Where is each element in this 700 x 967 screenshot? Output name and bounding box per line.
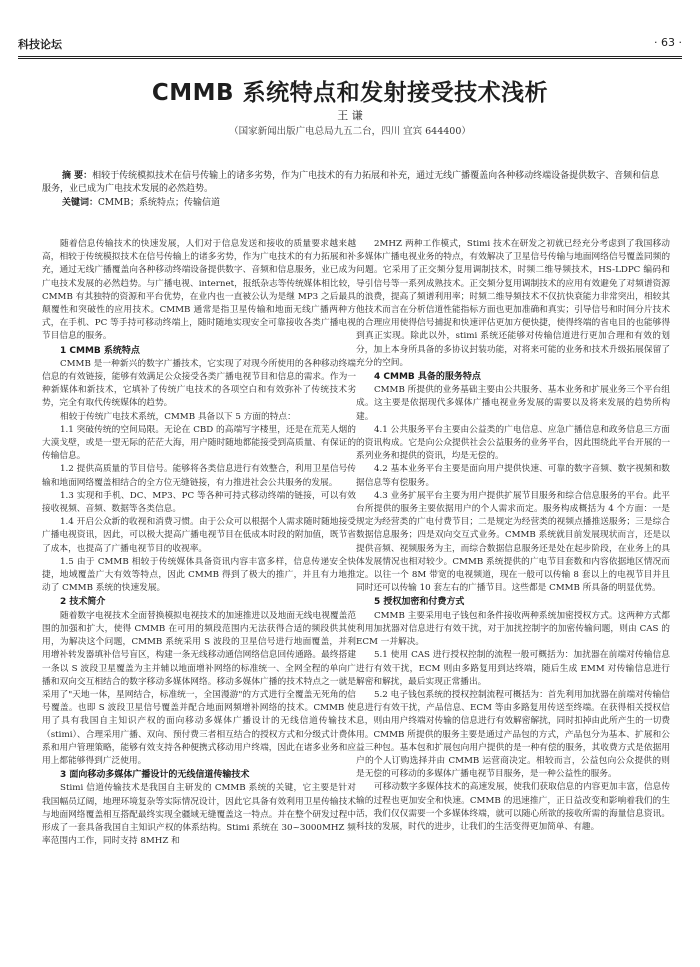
body-paragraph: CMMB 所提供的业务基础主要由公共服务、基本业务和扩展业务三个平台组成。这主要是依据现代多媒体广播电视业务发展的需要以及将来发展的趋势所构建。	[356, 385, 670, 422]
section-heading: 5 授权加密和付费方式	[374, 597, 465, 608]
body-paragraph: 4.1 公共服务平台主要由公益类的广电信息、应急广播信息和政务信息三方面的资讯构成。它是向公众提供社会公益服务的业务平台，因此围绕此平台开展的一系列业务和提供的资讯，均是无偿的。	[356, 424, 670, 462]
body-paragraph: 1.2 提供高质量的节目信号。能够将各类信息进行有效整合，利用卫星信号传输和地面网络覆盖相结合的全方位无缝链接，有力推进社会公共服务的发展。	[42, 464, 356, 488]
abstract-text: 相较于传统模拟技术在信号传输上的诸多劣势，作为广电技术的有力拓展和补充，通过无线广播覆盖向各种移动终端设备提供数字、音频和信息服务，业已成为广电技术发展的必然趋势。	[42, 171, 660, 194]
body-paragraph: 1.5 由于 CMMB 相较于传统媒体具备资讯内容丰富多样，信息传递安全快捷，地域覆盖广大有效等特点，因此 CMMB 得到了极大的推广，并且有力地推动了 CMMB 系统的快速发展。	[42, 556, 356, 594]
body-column-left	[42, 238, 356, 956]
body-paragraph: 2MHZ 两种工作模式，Stimi 技术在研发之初就已经充分考虑到了我国移动多媒体广播电视业务的特点，有效解决了卫星信号传输与地面网络信号覆盖同频的问题。它采用了正交频分复用调制技术，时频二维导频技术，HS-LDPC 编码和导引信号等一系列成熟技术。正交频分复用调制技术的应用有效避免了对频谱资源的浪费，提高了频谱利用率；时频二维导频技术不仅抗快衰能力非常突出，相较其他技术而言在分析信道性能指标方面也更加准确和真实；引导信号和时间分片技术的合理应用使得信号捕捉和快速评估更加方便快捷，使得终端的省电目的也能够得到真正实现。除此以外，stimi 系统还能够对传输信道进行更加合理和有效的划分，加上本身所具备的多协议封装功能，对将来可能的业务和技术升级拓展保留了充分的空间。	[356, 239, 670, 368]
body-paragraph: 可移动数字多媒体技术的高速发展，使我们获取信息的内容更加丰富，信息传输的过程也更加安全和快速。CMMB 的迅速推广，正日益改变和影响着我们的生活，我们仅仅需要一个多媒体终端，就可以随心所欲的接收所需的海量信息资讯。科技的发展，时代的进步，让我们的生活变得更加简单、有趣。	[356, 782, 670, 832]
body-paragraph: 4.2 基本业务平台主要是面向用户提供快速、可靠的数字音频、数字视频和数据信息等有偿服务。	[356, 464, 670, 488]
body-paragraph: 5.2 电子钱包系统的授权控制流程可概括为：首先利用加扰器在前端对传输信息进行有效干扰，产品信息、ECM 等由多路复用传送至终端。在获得相关授权信息，则由用户终端对传输的信息进行有效解密解扰，同时扣掉由此所产生的一切费用。CMMB 所提供的服务主要是通过产品包的方式，产品包分为基本、扩展和公益三种包。基本包和扩展包向用户提供的是一种有偿的服务，其收费方式是依据用户的个人订购选择并由 CMMB 运营商决定。相较而言，公益包向公众提供的则是无偿的可移动的多媒体广播电视节目服务，是一种公益性的服务。	[356, 689, 670, 780]
body-column-right	[356, 238, 670, 956]
keywords	[62, 197, 662, 210]
abstract-label: 摘 要：	[62, 171, 93, 181]
body-paragraph: 随着数字电视技术全面替换模拟电视技术的加速推进以及地面无线电视覆盖范围的加强和扩大，使得 CMMB 在可用的频段范围内无法获得合适的频段供其使用，为解决这个问题，CMMB 系统采用 S 波段的卫星信号进行地面覆盖，并利用增补转发器填补信号盲区，构建一条无线移动通信网络信息回传通路。最终搭建一条以 S 波段卫星覆盖为主并辅以地面增补网络的标准统一、全网全程的单向广播和双向交互相结合的数字移动多媒体网络。移动多媒体广播的技术特点之一就是采用了"天地一体，星网结合，标准统一，全国漫游"的方式进行全覆盖无死角的信号覆盖。也即 S 波段卫星信号覆盖并配合地面网频增补网络的技术。CMMB 使用了具有我国自主知识产权的面向移动多媒体广播设计的无线信道传输技术（stimi）、合理采用广播、双向、预付费三者相互结合的授权方式和分级式计费体系和用户管理策略，能够有效支持各种便携式移动用户终端，因此在诸多业务和应用上都能够得到广泛使用。	[42, 610, 356, 766]
body-paragraph: 1.3 实现和手机、DC、MP3、PC 等各种可持式移动终端的链接，可以有效接收视频、音频、数据等各类信息。	[42, 490, 356, 515]
section-heading: 1 CMMB 系统特点	[60, 345, 140, 356]
page-number: · 63 ·	[654, 36, 682, 49]
body-paragraph: 相较于传统广电技术系统，CMMB 具备以下 5 方面的特点：	[60, 411, 296, 422]
author-affiliation: （国家新闻出版广电总局九五二台，四川 宜宾 644400）	[229, 126, 471, 137]
section-heading: 4 CMMB 具备的服务特点	[374, 372, 481, 383]
running-header	[18, 36, 682, 56]
body-paragraph: 4.3 业务扩展平台主要为用户提供扩展节目服务和综合信息服务的平台。此平台所提供的服务主要依据用户的个人需求而定。服务构成概括为 4 个方面：一是规定为经营类的广电付费节目；二是规定为经营类的视频点播推送服务；三是综合数据信息服务；四是双向交互式业务。CMMB 系统就目前发展现状而言，还是以提供音频、视频服务为主，而综合数据信息服务还是处在起步阶段，在业务上的具体发展情况也相对较少。CMMB 系统提供的广电节目套数和内容依据地区情况而定。以往一个 8M 带宽的电视频道，现在一般可以传输 8 套以上的电视节目并且同时还可以传输 10 套左右的广播节目。这些都是 CMMB 所具备的明显优势。	[356, 490, 670, 594]
section-heading: 2 技术简介	[60, 597, 106, 608]
author-name: 王 谦	[337, 109, 363, 122]
header-rule-thin	[18, 58, 682, 59]
body-paragraph: 随着信息传输技术的快速发展，人们对于信息发送和接收的质量要求越来越高，相较于传统模拟技术在信号传输上的诸多劣势，作为广电技术的有力拓展和补充，通过无线广播覆盖向各种移动终端设备提供数字、音频和信息服务，业已成为广电技术发展的必然趋势。与广播电视、internet，报纸杂志等传统媒体相比较，CMMB 有其独特的资源和平台优势，在业内也一直被公认为是继 MP3 之后最具颠覆性和突破性的应用技术。CMMB 通常是指卫星传输和地面无线广播两种方式，在手机、PC 等手持可移动终端上，随时随地实现安全可靠接收各类广播电视节目信息的服务。	[42, 239, 356, 342]
body-paragraph: 1.1 突破传统的空间局限。无论在 CBD 的高端写字楼里，还是在荒芜人烟的大漠戈壁，或是一望无际的茫茫大海，用户随时随地都能接受到高质量、有保证的传输信息。	[42, 424, 356, 462]
section-tag: 科技论坛	[18, 38, 62, 51]
keywords-label: 关键词：	[62, 198, 99, 208]
body-paragraph: Stimi 信道传输技术是我国自主研发的 CMMB 系统的关键，它主要是针对我国幅员辽阔，地理环境复杂等实际情况设计，因此它具备有效利用卫星传输技术与地面网络覆盖相互搭配最终实现全疆域无缝覆盖这一特点。并在整个研发过程中形成了一套具备我国自主知识产权的体系结构。Stimi 系统在 30~3000MHZ 频率范围内工作，同时支持 8MHZ 和	[42, 783, 356, 847]
article-title: CMMB 系统特点和发射接受技术浅析	[151, 80, 549, 106]
abstract	[42, 170, 662, 196]
header-rule	[18, 56, 682, 57]
body-paragraph: 5.1 使用 CAS 进行授权控制的流程一般可概括为：加扰器在前端对传输信息进行有效干扰，ECM 则由多路复用到达终端，随后生成 EMM 对传输信息进行解密和解扰，最后实现正常播出。	[356, 650, 670, 687]
body-paragraph: CMMB 主要采用电子钱包和条件接收两种系统加密授权方式。这两种方式都利用加扰器对信息进行有效干扰，对于加扰控制字的加密传输问题，则由 CAS 的 ECM 一并解决。	[356, 610, 670, 648]
section-heading: 3 面向移动多媒体广播设计的无线信道传输技术	[60, 770, 250, 781]
keywords-text: CMMB；系统特点；传输信道	[98, 198, 220, 208]
body-paragraph: 1.4 开启公众新的收视和消费习惯。由于公众可以根据个人需求随时随地接受广播电视资讯，因此，可以极大提高广播电视节目在低成本时段的附加值，既节省了成本，也提高了广播电视节目的收视率。	[42, 517, 356, 554]
body-paragraph: CMMB 是一种新兴的数字广播技术，它实现了对现今所使用的各种移动终端信息的有效链接，能够有效满足公众接受各类广播电视节目和信息的需求。作为一种新媒体和新技术，它填补了传统广电技术的各项空白和有效弥补了传统技术劣势，完全有取代传统媒体的趋势。	[42, 358, 356, 409]
